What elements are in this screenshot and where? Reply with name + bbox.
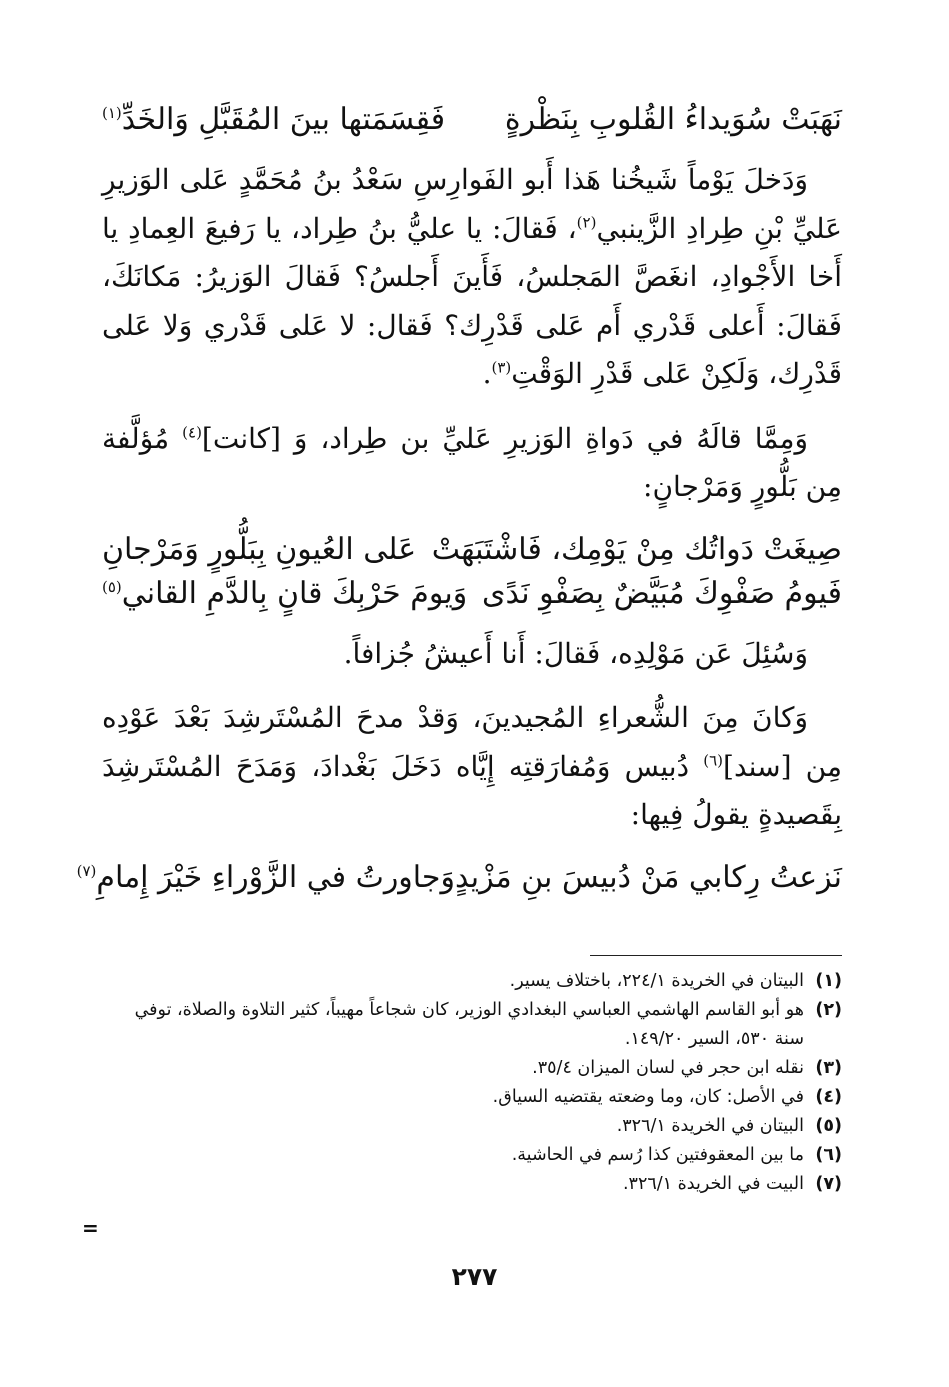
paragraph-text: وَمِمَّا قالَهُ في دَواةِ الوَزيرِ عَليِّ بن طِراد، وَ [كانت] — [201, 421, 808, 455]
paragraph-3: وَسُئِلَ عَن مَوْلِدِه، فَقالَ: أَنا أَعيشُ جُزافاً. — [343, 636, 808, 670]
footnote-ref: (٦) — [703, 751, 724, 770]
continuation-marker: = — [82, 1216, 99, 1240]
paragraph-text: ، فَقالَ: يا عليُّ بنُ طِراد، يا رَفيعَ العِمادِ يا أَخا الأَجْوادِ، انغَصَّ المَجلسُ، فَأَينَ أَجلسُ؟ فَقالَ الوَزيرُ: مَكانَكَ، فَقالَ: أَعلى قَدْري أَم عَلى قَدْرِك؟ فَقال: لا عَلى قَدْري وَلا عَلى قَدْرِك، وَلَكِنْ عَلى قَدْرِ الوَقْتِ — [102, 211, 842, 390]
footnote-item — [102, 1083, 842, 1112]
verse-hemistich-right: صِيغَتْ دَواتُك مِنْ يَوْمِك، فَاشْتَبَهَتْ — [431, 531, 842, 567]
verse-text: فَقِسَمَتها بينَ المُقَبَّلِ وَالخَدِّ — [121, 102, 446, 137]
verse-hemistich-left: عَلى العُيونِ بِبَلُّورٍ وَمَرْجانِ — [102, 531, 417, 567]
page-body — [76, 92, 842, 914]
verse-line — [76, 856, 842, 900]
footnote-ref: (٤) — [182, 423, 202, 442]
footnote-divider — [590, 955, 842, 956]
footnote-number: (٢) — [815, 1000, 842, 1020]
footnote-number: (٥) — [815, 1116, 842, 1136]
footnote-item — [102, 1054, 842, 1083]
footnote-item — [102, 1112, 842, 1141]
verse-2 — [102, 528, 842, 616]
footnote-text: البيتان في الخريدة ٣٢٦/١. — [616, 1116, 804, 1136]
footnote-item — [102, 1170, 842, 1199]
footnote-text: في الأصل: كان، وما وضعته يقتضيه السياق. — [492, 1087, 804, 1107]
verse-hemistich-left — [102, 572, 467, 616]
verse-hemistich-right: فَيومُ صَفْوِكَ مُبَيَّضٌ بِصَفْوِ نَدًى — [481, 575, 842, 611]
footnote-ref: (١) — [102, 104, 122, 122]
verse-4 — [76, 856, 842, 900]
paragraph-text: وَدَخلَ يَوْماً شَيخُنا هَذا أَبو الفَوارِسِ سَعْدُ بنُ مُحَمَّدٍ عَلى الوَزيرِ عَليِّ بْنِ طِرادِ الزَّينبي — [102, 163, 842, 245]
page-number: ٢٧٧ — [451, 1262, 498, 1291]
footnote-number: (٦) — [815, 1145, 842, 1165]
paragraph-text: دُبيس وَمُفارَقتِه إِيَّاه دَخَلَ بَغْدادَ، وَمَدَحَ المُسْتَرشِدَ بِقَصيدةٍ يقولُ فِيها: — [102, 749, 842, 831]
footnote-item — [102, 1141, 842, 1170]
verse-line — [102, 528, 842, 572]
footnote-number: (٣) — [815, 1058, 842, 1078]
verse-hemistich-left — [102, 98, 445, 142]
footnote-ref: (٥) — [102, 577, 122, 596]
paragraph-text: مُؤلَّفة مِن بَلُّورٍ وَمَرْجانٍ: — [102, 421, 842, 503]
footnote-item — [102, 996, 842, 1054]
verse-text: وَجاورتُ في الزَّوْراءِ خَيْرَ إِمامِ — [96, 859, 455, 895]
paragraph-text: وَكانَ مِنَ الشُّعراءِ المُجيدينَ، وَقدْ مدحَ المُسْتَرشِدَ بَعْدَ عَوْدِه مِن [سند] — [102, 701, 842, 783]
verse-text: وَيومَ حَرْبِكَ قانٍ بِالدَّمِ القاني — [121, 575, 468, 611]
footnote-item — [102, 967, 842, 996]
paragraph-4 — [102, 694, 842, 840]
paragraph-1 — [102, 156, 842, 399]
footnote-number: (١) — [815, 971, 842, 991]
verse-hemistich-right: نَزعتُ رِكابي مَنْ دُبيسَ بنِ مَزْيدٍ — [454, 859, 842, 895]
footnote-ref: (٢) — [576, 213, 597, 232]
footnote-ref: (٧) — [76, 861, 97, 880]
footnote-text: البيت في الخريدة ٣٢٦/١. — [622, 1174, 804, 1194]
footnote-text: البيتان في الخريدة ٢٢٤/١، باختلاف يسير. — [509, 971, 804, 991]
verse-hemistich-right: نَهَبَتْ سُوَيداءُ القُلوبِ بِنَظْرةٍ — [504, 102, 842, 137]
footnote-number: (٤) — [815, 1087, 842, 1107]
footnote-text: نقله ابن حجر في لسان الميزان ٣٥/٤. — [532, 1058, 804, 1078]
verse-line — [102, 98, 842, 142]
footnote-ref: (٣) — [491, 358, 512, 377]
footnote-number: (٧) — [815, 1174, 842, 1194]
verse-line — [102, 572, 842, 616]
verse-hemistich-left — [77, 856, 455, 900]
paragraph-text: . — [482, 357, 492, 390]
verse-1 — [102, 98, 842, 142]
footnote-text: هو أبو القاسم الهاشمي العباسي البغدادي الوزير، كان شجاعاً مهيباً، كثير التلاوة والصلاة، توفي سنة ٥٣٠، السير ١٤٩/٢٠. — [134, 1000, 804, 1049]
paragraph-2 — [102, 415, 842, 512]
footnotes — [102, 967, 842, 1199]
footnote-text: ما بين المعقوفتين كذا رُسم في الحاشية. — [511, 1145, 804, 1165]
